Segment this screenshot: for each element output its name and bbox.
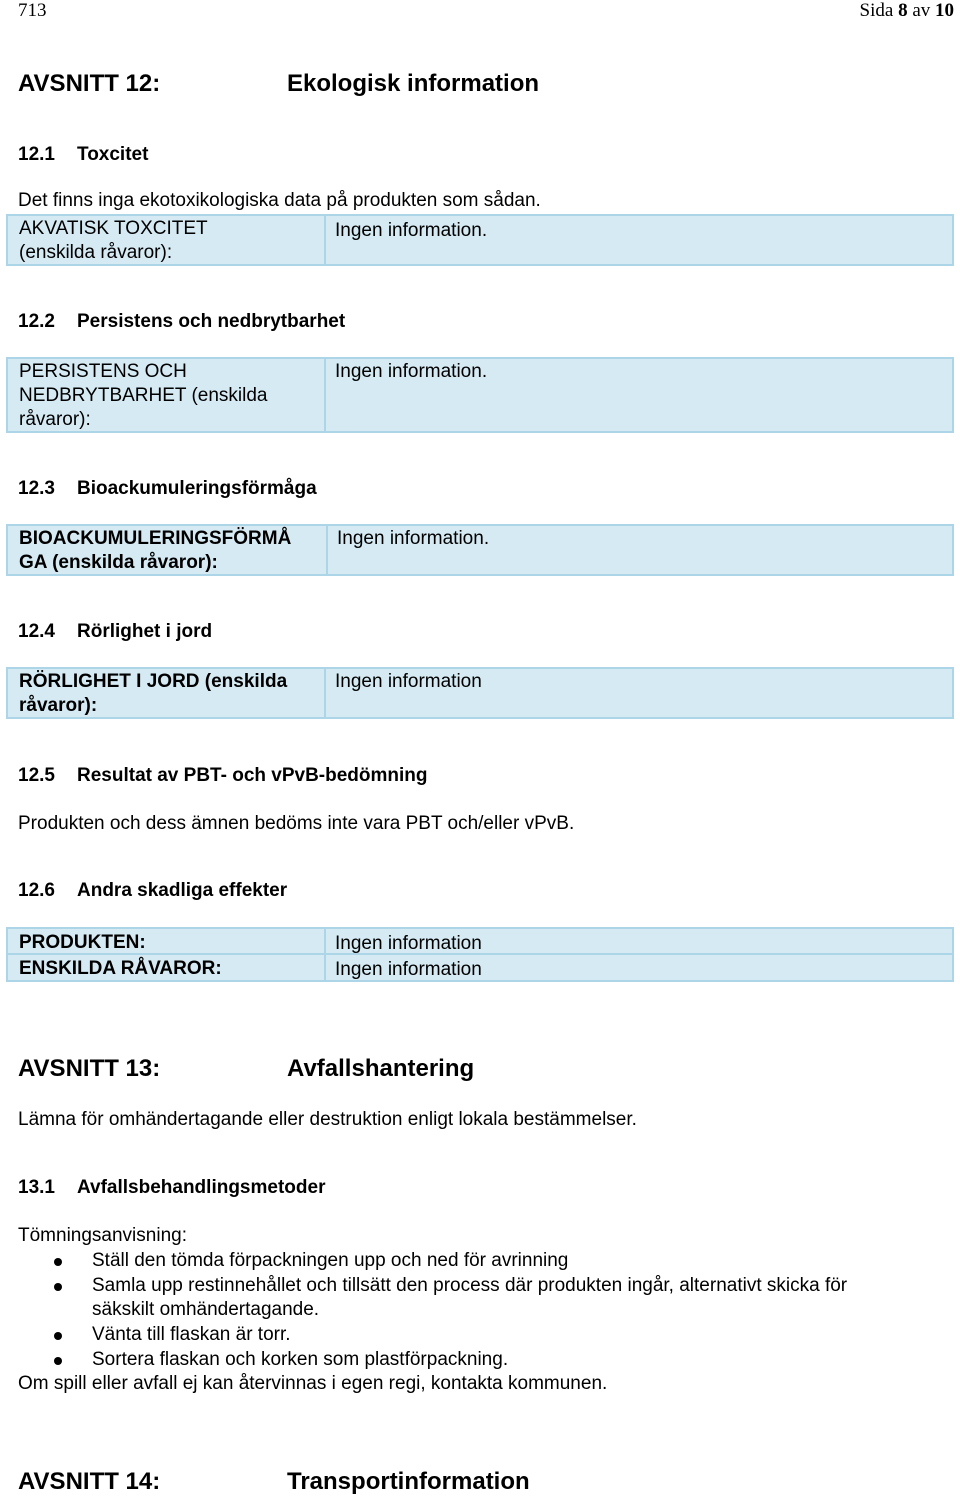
bullet-marker	[54, 1258, 62, 1266]
table-divider	[324, 359, 326, 431]
subsection-13-1-title: Avfallsbehandlingsmetoder	[77, 1177, 326, 1198]
page-indicator	[860, 0, 954, 23]
soil-mobility-table	[6, 667, 954, 719]
page-total: 10	[935, 0, 954, 21]
page-separator: av	[907, 0, 935, 21]
table-divider	[324, 669, 326, 717]
bullet-item: Sortera flaskan och korken som plastförpackning.	[92, 1349, 509, 1370]
persistence-table	[6, 357, 954, 433]
table-divider	[324, 216, 326, 264]
product-value: Ingen information	[335, 933, 482, 954]
bullet-item: Ställ den tömda förpackningen upp och ned för avrinning	[92, 1250, 569, 1271]
bullet-item-continuation: säkskilt omhändertagande.	[92, 1299, 320, 1320]
subsection-12-2-number: 12.2	[18, 311, 55, 332]
aquatic-toxicity-label-line1: AKVATISK TOXCITET	[19, 218, 208, 239]
subsection-12-3-number: 12.3	[18, 478, 55, 499]
other-effects-table	[6, 927, 954, 982]
section14-title: Transportinformation	[287, 1468, 530, 1495]
soil-mobility-label-line2: råvaror):	[19, 695, 98, 716]
persistence-label-line1: PERSISTENS OCH	[19, 361, 187, 382]
raw-materials-value: Ingen information	[335, 959, 482, 980]
document-number: 713	[18, 0, 47, 21]
toxicity-note: Det finns inga ekotoxikologiska data på produkten som sådan.	[18, 190, 541, 211]
persistence-value: Ingen information.	[335, 361, 488, 382]
soil-mobility-label-line1: RÖRLIGHET I JORD (enskilda	[19, 671, 288, 692]
pbt-assessment-text: Produkten och dess ämnen bedöms inte vara PBT och/eller vPvB.	[18, 813, 575, 834]
page-current: 8	[898, 0, 908, 21]
section12-title: Ekologisk information	[287, 70, 540, 97]
disposal-intro: Lämna för omhändertagande eller destruktion enligt lokala bestämmelser.	[18, 1109, 637, 1130]
bioaccumulation-value: Ingen information.	[337, 528, 490, 549]
subsection-12-2-title: Persistens och nedbrytbarhet	[77, 311, 346, 332]
subsection-12-1-number: 12.1	[18, 144, 55, 165]
subsection-12-6-number: 12.6	[18, 880, 55, 901]
page-prefix: Sida	[859, 0, 899, 21]
bioaccumulation-label-line1: BIOACKUMULERINGSFÖRMÅ	[19, 528, 292, 549]
persistence-label-line2: NEDBRYTBARHET (enskilda	[19, 385, 268, 406]
section13-number: AVSNITT 13:	[18, 1055, 161, 1082]
table-divider	[326, 526, 328, 574]
subsection-13-1-number: 13.1	[18, 1177, 55, 1198]
subsection-12-6-title: Andra skadliga effekter	[77, 880, 288, 901]
section13-title: Avfallshantering	[287, 1055, 475, 1082]
bioaccumulation-table	[6, 524, 954, 576]
bullet-marker	[54, 1332, 62, 1340]
subsection-12-1-title: Toxcitet	[77, 144, 149, 165]
section12-number: AVSNITT 12:	[18, 70, 161, 97]
bullet-item: Samla upp restinnehållet och tillsätt den process där produkten ingår, alternativt skicka för	[92, 1275, 848, 1296]
aquatic-toxicity-label-line2: (enskilda råvaror):	[19, 242, 173, 263]
subsection-12-4-number: 12.4	[18, 621, 55, 642]
bullet-marker	[54, 1357, 62, 1365]
subsection-12-5-title: Resultat av PBT- och vPvB-bedömning	[77, 765, 428, 786]
section14-number: AVSNITT 14:	[18, 1468, 161, 1495]
aquatic-toxicity-value: Ingen information.	[335, 220, 488, 241]
disposal-closing-text: Om spill eller avfall ej kan återvinnas i egen regi, kontakta kommunen.	[18, 1373, 608, 1394]
subsection-12-3-title: Bioackumuleringsförmåga	[77, 478, 317, 499]
persistence-label-line3: råvaror):	[19, 409, 91, 430]
emptying-instructions-lead: Tömningsanvisning:	[18, 1225, 187, 1246]
raw-materials-label: ENSKILDA RÅVAROR:	[19, 958, 222, 979]
soil-mobility-value: Ingen information	[335, 671, 482, 692]
bullet-marker	[54, 1283, 62, 1291]
aquatic-toxicity-table	[6, 214, 954, 266]
bullet-item: Vänta till flaskan är torr.	[92, 1324, 291, 1345]
product-label: PRODUKTEN:	[19, 932, 146, 953]
bioaccumulation-label-line2: GA (enskilda råvaror):	[19, 552, 218, 573]
subsection-12-4-title: Rörlighet i jord	[77, 621, 213, 642]
subsection-12-5-number: 12.5	[18, 765, 55, 786]
